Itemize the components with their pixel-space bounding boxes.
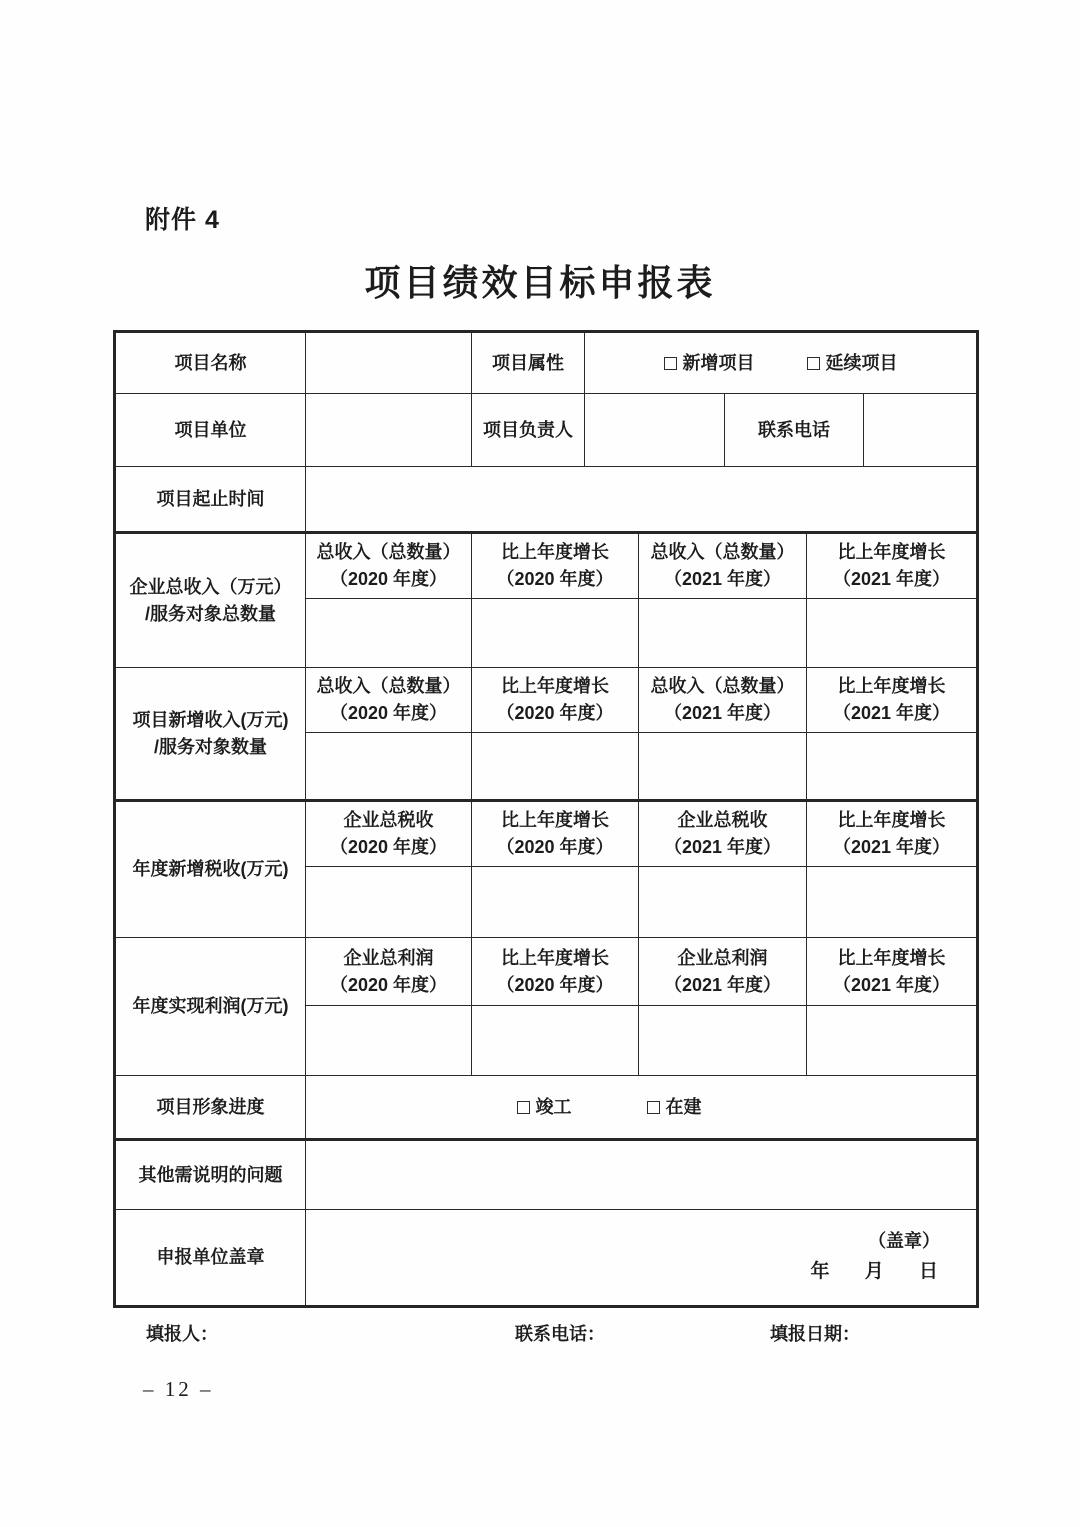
project-name-input-cell[interactable] xyxy=(306,332,472,394)
column-header: 总收入（总数量） （2021 年度） xyxy=(639,668,807,733)
value-input-cell[interactable] xyxy=(807,599,978,668)
value-input-cell[interactable] xyxy=(472,867,639,938)
checkbox-under-construction[interactable] xyxy=(647,1094,702,1121)
column-header: 比上年度增长 （2020 年度） xyxy=(472,801,639,867)
column-header: 比上年度增长 （2020 年度） xyxy=(472,668,639,733)
fill-date-label: 填报日期： xyxy=(770,1324,860,1344)
value-input-cell[interactable] xyxy=(306,1006,472,1076)
seal-input-cell[interactable] xyxy=(306,1210,978,1307)
footer-phone-label: 联系电话： xyxy=(515,1324,605,1344)
value-input-cell[interactable] xyxy=(639,733,807,801)
row-project-period xyxy=(115,467,978,533)
contact-phone-label: 联系电话 xyxy=(725,394,864,467)
checkbox-new-project[interactable] xyxy=(664,350,755,377)
column-header: 比上年度增长 （2021 年度） xyxy=(807,938,978,1006)
column-header: 总收入（总数量） （2020 年度） xyxy=(306,668,472,733)
page-title: 项目绩效目标申报表 xyxy=(364,262,716,303)
column-header: 比上年度增长 （2020 年度） xyxy=(472,938,639,1006)
project-manager-label: 项目负责人 xyxy=(472,394,585,467)
value-input-cell[interactable] xyxy=(472,1006,639,1076)
project-period-input-cell[interactable] xyxy=(306,467,978,533)
value-input-cell[interactable] xyxy=(306,733,472,801)
project-name-label: 项目名称 xyxy=(115,332,306,394)
seal-date-line: 年 月 日 xyxy=(810,1261,939,1283)
project-unit-label: 项目单位 xyxy=(115,394,306,467)
checkbox-icon xyxy=(664,357,677,370)
value-input-cell[interactable] xyxy=(639,867,807,938)
row-seal xyxy=(115,1210,978,1307)
checkbox-icon xyxy=(517,1101,530,1114)
project-attribute-label: 项目属性 xyxy=(472,332,585,394)
group-total-revenue-header-row xyxy=(115,533,978,599)
column-header: 总收入（总数量） （2020 年度） xyxy=(306,533,472,599)
checkbox-continued-project[interactable] xyxy=(807,350,898,377)
row-project-unit xyxy=(115,394,978,467)
value-input-cell[interactable] xyxy=(807,1006,978,1076)
seal-note: （盖章） xyxy=(868,1231,941,1252)
project-period-label: 项目起止时间 xyxy=(115,467,306,533)
progress-label: 项目形象进度 xyxy=(115,1076,306,1140)
checkbox-under-construction-label: 在建 xyxy=(665,1096,702,1117)
attachment-label: 附件 4 xyxy=(145,206,220,234)
column-header: 企业总利润 （2020 年度） xyxy=(306,938,472,1006)
value-input-cell[interactable] xyxy=(306,867,472,938)
value-input-cell[interactable] xyxy=(472,599,639,668)
row-other-issues xyxy=(115,1140,978,1210)
row-progress xyxy=(115,1076,978,1140)
checkbox-continued-project-label: 延续项目 xyxy=(825,352,898,373)
value-input-cell[interactable] xyxy=(639,599,807,668)
group-new-tax-header-row xyxy=(115,801,978,867)
group-profit-label: 年度实现利润(万元) xyxy=(115,938,306,1076)
other-issues-label: 其他需说明的问题 xyxy=(115,1140,306,1210)
group-total-revenue-label: 企业总收入（万元） /服务对象总数量 xyxy=(115,533,306,668)
value-input-cell[interactable] xyxy=(472,733,639,801)
row-project-name xyxy=(115,332,978,394)
checkbox-icon xyxy=(807,357,820,370)
page-number: – 12 – xyxy=(143,1377,214,1401)
contact-phone-input-cell[interactable] xyxy=(864,394,978,467)
value-input-cell[interactable] xyxy=(807,733,978,801)
project-manager-input-cell[interactable] xyxy=(585,394,725,467)
group-new-tax-label: 年度新增税收(万元) xyxy=(115,801,306,938)
project-unit-input-cell[interactable] xyxy=(306,394,472,467)
seal-label: 申报单位盖章 xyxy=(115,1210,306,1307)
progress-options-cell xyxy=(306,1076,978,1140)
column-header: 比上年度增长 （2021 年度） xyxy=(807,668,978,733)
checkbox-completed-label: 竣工 xyxy=(535,1096,572,1117)
project-attribute-options-cell xyxy=(585,332,978,394)
group-profit-header-row xyxy=(115,938,978,1006)
value-input-cell[interactable] xyxy=(807,867,978,938)
column-header: 比上年度增长 （2021 年度） xyxy=(807,533,978,599)
form-table xyxy=(113,330,979,1308)
other-issues-input-cell[interactable] xyxy=(306,1140,978,1210)
group-new-revenue-label: 项目新增收入(万元) /服务对象数量 xyxy=(115,668,306,801)
checkbox-new-project-label: 新增项目 xyxy=(682,352,755,373)
column-header: 企业总税收 （2020 年度） xyxy=(306,801,472,867)
group-new-revenue-header-row xyxy=(115,668,978,733)
column-header: 企业总税收 （2021 年度） xyxy=(639,801,807,867)
column-header: 企业总利润 （2021 年度） xyxy=(639,938,807,1006)
value-input-cell[interactable] xyxy=(639,1006,807,1076)
checkbox-icon xyxy=(647,1101,660,1114)
column-header: 总收入（总数量） （2021 年度） xyxy=(639,533,807,599)
column-header: 比上年度增长 （2021 年度） xyxy=(807,801,978,867)
checkbox-completed[interactable] xyxy=(517,1094,572,1121)
filler-label: 填报人： xyxy=(146,1324,218,1344)
column-header: 比上年度增长 （2020 年度） xyxy=(472,533,639,599)
value-input-cell[interactable] xyxy=(306,599,472,668)
